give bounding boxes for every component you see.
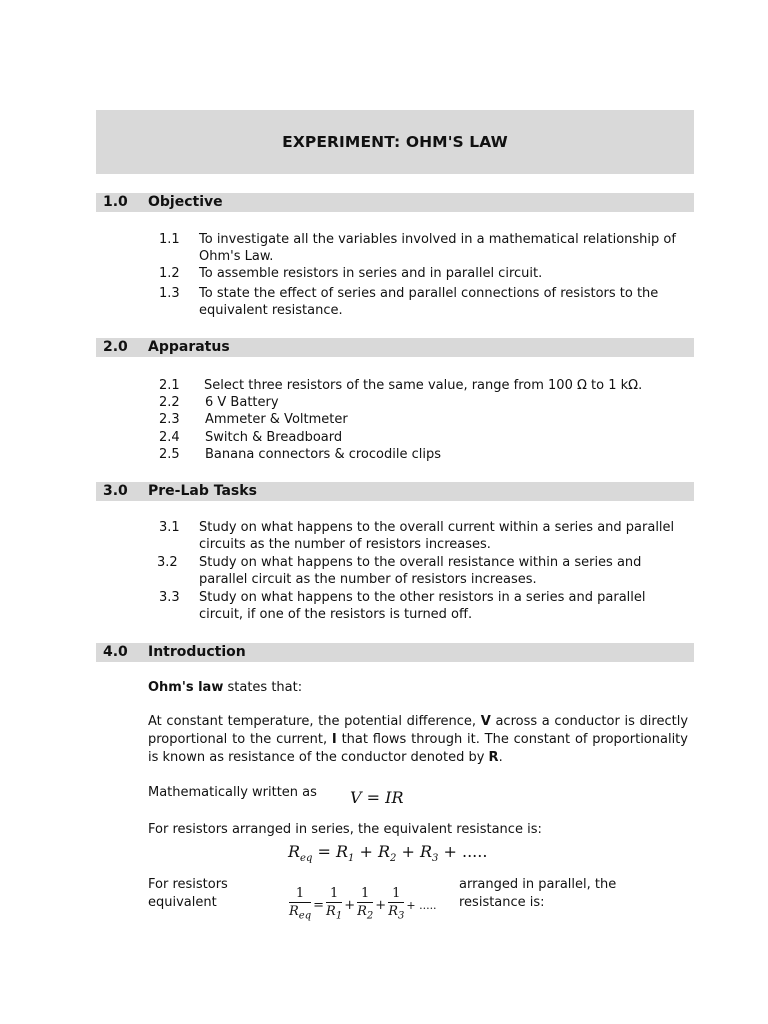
section-number: 2.0 <box>103 339 128 355</box>
section-title: Pre-Lab Tasks <box>148 483 257 499</box>
page-title: EXPERIMENT: OHM'S LAW <box>282 133 508 151</box>
symbol-v: V <box>480 714 491 729</box>
parallel-label-left-2: equivalent <box>148 895 217 910</box>
list-item <box>157 554 688 590</box>
var: R <box>377 842 391 861</box>
item-text: Select three resistors of the same value, range from 100 Ω to 1 kΩ. <box>204 378 643 393</box>
definition-text: that flows through it. The constant of proportionality is known as resistance of the conductor denoted by <box>148 732 688 765</box>
item-text: To state the effect of series and parallel connections of resistors to the <box>199 286 659 301</box>
item-number: 3.1 <box>159 520 180 535</box>
item-text: To investigate all the variables involved in a mathematical relationship of <box>199 232 676 247</box>
item-text: equivalent resistance. <box>199 303 343 318</box>
var: R <box>289 904 299 919</box>
item-number: 3.2 <box>157 555 178 570</box>
fraction <box>388 886 404 926</box>
item-number: 2.5 <box>159 447 180 462</box>
math-label: Mathematically written as <box>148 785 317 800</box>
denominator <box>326 903 342 926</box>
item-text: Study on what happens to the overall current within a series and parallel <box>199 520 675 535</box>
parallel-label-left-1: For resistors <box>148 877 228 892</box>
list-item <box>159 589 688 625</box>
plus-sign: + <box>375 898 387 914</box>
item-text: parallel circuit as the number of resistors increases. <box>199 572 537 587</box>
sub: 2 <box>390 853 397 865</box>
symbol-i: I <box>331 732 337 747</box>
item-text: circuits as the number of resistors increases. <box>199 537 491 552</box>
ohms-law-definition <box>148 713 688 767</box>
item-text: circuit, if one of the resistors is turned off. <box>199 607 473 622</box>
numerator: 1 <box>388 886 404 903</box>
item-text: Banana connectors & crocodile clips <box>205 447 441 462</box>
section-number: 3.0 <box>103 483 128 499</box>
definition-text: across a conductor is directly proportional to the current, <box>148 714 689 747</box>
plus-sign: + <box>359 842 373 861</box>
item-number: 2.2 <box>159 395 180 410</box>
sub: eq <box>300 853 313 865</box>
numerator: 1 <box>289 886 311 903</box>
list-item <box>159 231 699 267</box>
list-item <box>159 394 699 412</box>
fraction <box>289 886 311 926</box>
title-banner <box>96 110 694 174</box>
list-item <box>159 411 699 429</box>
list-item <box>159 519 688 555</box>
var: R <box>335 842 349 861</box>
var: R <box>288 842 301 861</box>
section-title: Introduction <box>148 644 246 660</box>
section-title: Apparatus <box>148 339 230 355</box>
plus-sign: + <box>401 842 415 861</box>
item-text: Ohm's Law. <box>199 249 274 264</box>
section-number: 1.0 <box>103 194 128 210</box>
section-header-objective <box>96 193 694 212</box>
list-item <box>159 285 699 321</box>
sub: 2 <box>366 910 374 922</box>
section-title: Objective <box>148 194 223 210</box>
item-number: 1.1 <box>159 232 180 247</box>
var: R <box>357 904 367 919</box>
parallel-label-right-1: arranged in parallel, the <box>459 877 617 892</box>
ellipsis: + ..... <box>406 899 437 913</box>
numerator: 1 <box>357 886 373 903</box>
definition-text: . <box>498 750 503 765</box>
definition-text: At constant temperature, the potential difference, <box>148 714 481 729</box>
var: R <box>388 904 398 919</box>
formula-series <box>288 842 487 864</box>
parallel-label-right-2: resistance is: <box>459 895 545 910</box>
item-number: 2.4 <box>159 430 180 445</box>
item-text: Study on what happens to the other resistors in a series and parallel <box>199 590 646 605</box>
item-text: Ammeter & Voltmeter <box>205 412 348 427</box>
symbol-r: R <box>488 750 499 765</box>
item-number: 2.3 <box>159 412 180 427</box>
intro-text: states that: <box>223 680 303 695</box>
item-text: 6 V Battery <box>205 395 279 410</box>
ohms-law-term: Ohm's law <box>148 680 224 695</box>
numerator: 1 <box>326 886 342 903</box>
section-header-introduction <box>96 643 694 662</box>
var: R <box>326 904 336 919</box>
ellipsis: + ..... <box>443 842 488 861</box>
sub: 3 <box>432 853 439 865</box>
item-text: Study on what happens to the overall resistance within a series and <box>199 555 642 570</box>
fraction <box>326 886 342 926</box>
sub: 3 <box>397 910 405 922</box>
sub: eq <box>298 910 312 922</box>
fraction <box>357 886 373 926</box>
section-header-apparatus <box>96 338 694 357</box>
section-header-prelab <box>96 482 694 501</box>
item-number: 1.3 <box>159 286 180 301</box>
formula-ohms-law: V = IR <box>350 788 404 807</box>
series-label: For resistors arranged in series, the equivalent resistance is: <box>148 822 542 837</box>
ohms-law-intro <box>148 679 688 697</box>
sub: 1 <box>348 853 355 865</box>
plus-sign: + <box>344 898 356 914</box>
list-item <box>159 446 699 464</box>
denominator <box>357 903 373 926</box>
item-text: To assemble resistors in series and in parallel circuit. <box>199 266 543 281</box>
item-number: 3.3 <box>159 590 180 605</box>
item-number: 2.1 <box>159 378 180 393</box>
sub: 1 <box>335 910 343 922</box>
list-item <box>159 265 699 283</box>
section-number: 4.0 <box>103 644 128 660</box>
item-number: 1.2 <box>159 266 180 281</box>
equals-sign: = <box>317 842 331 861</box>
formula-parallel <box>288 886 438 926</box>
item-text: Switch & Breadboard <box>205 430 343 445</box>
denominator <box>388 903 404 926</box>
equals-sign: = <box>313 898 325 914</box>
denominator <box>289 903 311 926</box>
list-item <box>159 429 699 447</box>
list-item <box>159 377 699 395</box>
var: R <box>420 842 433 861</box>
